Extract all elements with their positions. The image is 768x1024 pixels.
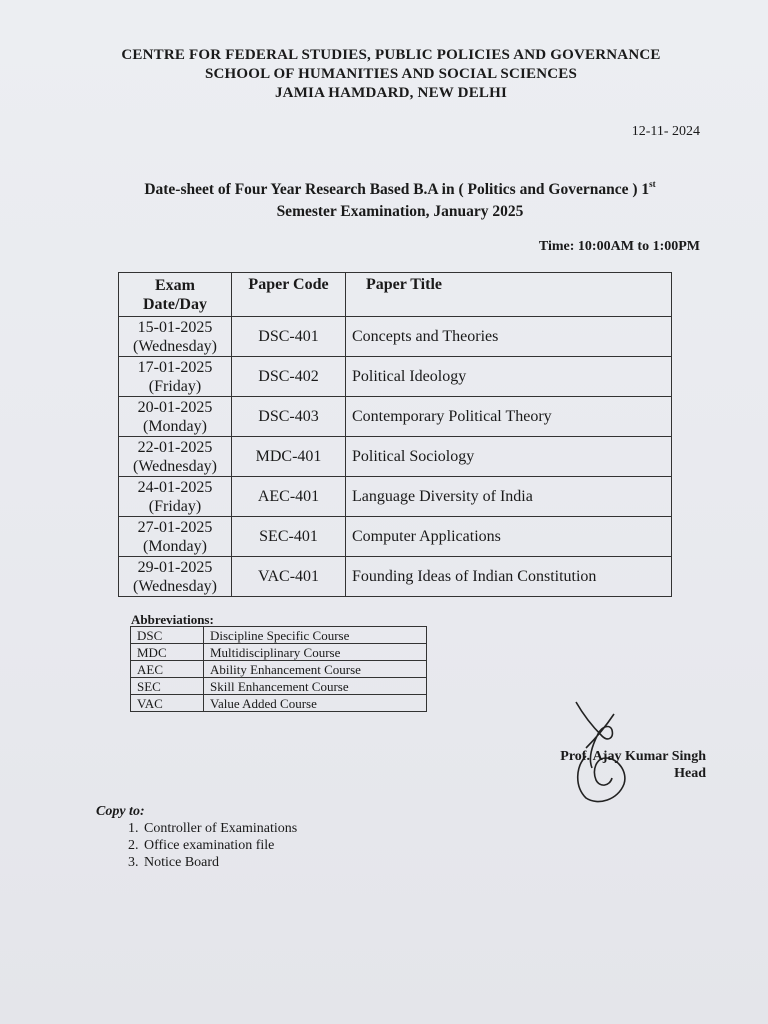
exam-date-cell	[119, 437, 232, 477]
table-header-row	[119, 273, 672, 317]
table-row	[119, 437, 672, 477]
abbreviation: DSC	[131, 627, 204, 644]
exam-day: (Monday)	[143, 537, 207, 555]
abbreviation-meaning: Value Added Course	[204, 695, 427, 712]
paper-title: Concepts and Theories	[346, 317, 672, 357]
signatory-name: Prof. Ajay Kumar Singh	[560, 749, 706, 764]
exam-day: (Friday)	[148, 497, 202, 515]
paper-title: Political Ideology	[346, 357, 672, 397]
copy-to-label: Copy to:	[96, 804, 145, 819]
title-line-1: Date-sheet of Four Year Research Based B.A in ( Politics and Governance ) 1	[144, 181, 650, 198]
exam-date: 24-01-2025	[137, 478, 213, 496]
exam-date-cell	[119, 517, 232, 557]
list-item: 1. Controller of Examinations	[142, 820, 297, 837]
paper-title: Political Sociology	[346, 437, 672, 477]
exam-day: (Wednesday)	[132, 457, 217, 475]
paper-code: DSC-403	[232, 397, 346, 437]
paper-code: SEC-401	[232, 517, 346, 557]
exam-date: 22-01-2025	[137, 438, 213, 456]
exam-date: 17-01-2025	[137, 358, 213, 376]
copy-to-section	[96, 803, 297, 871]
paper-title: Founding Ideas of Indian Constitution	[346, 557, 672, 597]
signatory-designation: Head	[674, 766, 706, 781]
abbreviation: SEC	[131, 678, 204, 695]
header-exam-date-line2: Date/Day	[143, 296, 207, 313]
exam-day: (Wednesday)	[132, 577, 217, 595]
exam-date-cell	[119, 357, 232, 397]
exam-day: (Monday)	[143, 417, 207, 435]
paper-code: VAC-401	[232, 557, 346, 597]
abbreviation-row	[131, 644, 427, 661]
document-title	[70, 173, 730, 223]
header-line-1: CENTRE FOR FEDERAL STUDIES, PUBLIC POLICIES AND GOVERNANCE	[121, 47, 661, 63]
exam-day: (Wednesday)	[132, 337, 217, 355]
abbreviation-row	[131, 661, 427, 678]
abbreviation-meaning: Multidisciplinary Course	[204, 644, 427, 661]
exam-date: 29-01-2025	[137, 558, 213, 576]
paper-title: Language Diversity of India	[346, 477, 672, 517]
signatory-block	[560, 748, 706, 782]
paper-code: DSC-401	[232, 317, 346, 357]
exam-date: 20-01-2025	[137, 398, 213, 416]
paper-title: Contemporary Political Theory	[346, 397, 672, 437]
table-row	[119, 517, 672, 557]
abbreviation-row	[131, 627, 427, 644]
abbreviation-meaning: Skill Enhancement Course	[204, 678, 427, 695]
list-item: 2. Office examination file	[142, 837, 297, 854]
exam-date: 27-01-2025	[137, 518, 213, 536]
title-line-2: Semester Examination, January 2025	[276, 203, 524, 220]
table-row	[119, 317, 672, 357]
abbreviation-row	[131, 695, 427, 712]
abbreviation: VAC	[131, 695, 204, 712]
paper-title: Computer Applications	[346, 517, 672, 557]
list-item: 3. Notice Board	[142, 854, 297, 871]
table-row	[119, 397, 672, 437]
header-line-3: JAMIA HAMDARD, NEW DELHI	[274, 85, 508, 101]
abbreviation: MDC	[131, 644, 204, 661]
abbreviation-row	[131, 678, 427, 695]
exam-schedule-table	[118, 272, 672, 597]
exam-date-cell	[119, 477, 232, 517]
institution-header	[0, 46, 768, 103]
abbreviations-label: Abbreviations:	[131, 612, 214, 627]
abbreviation-meaning: Ability Enhancement Course	[204, 661, 427, 678]
paper-code: AEC-401	[232, 477, 346, 517]
header-line-2: SCHOOL OF HUMANITIES AND SOCIAL SCIENCES	[204, 66, 578, 82]
exam-day: (Friday)	[148, 377, 202, 395]
exam-time: Time: 10:00AM to 1:00PM	[538, 239, 700, 254]
header-paper-title: Paper Title	[346, 273, 672, 317]
paper-code: MDC-401	[232, 437, 346, 477]
abbreviation: AEC	[131, 661, 204, 678]
header-exam-date	[119, 273, 232, 317]
table-row	[119, 557, 672, 597]
copy-to-list	[96, 820, 297, 871]
title-superscript: st	[649, 179, 656, 189]
issue-date: 12-11- 2024	[631, 124, 700, 139]
exam-date-cell	[119, 557, 232, 597]
abbreviation-meaning: Discipline Specific Course	[204, 627, 427, 644]
table-row	[119, 357, 672, 397]
paper-code: DSC-402	[232, 357, 346, 397]
header-exam-date-line1: Exam	[155, 277, 195, 294]
header-paper-code: Paper Code	[232, 273, 346, 317]
exam-date-cell	[119, 317, 232, 357]
abbreviations-table	[130, 626, 427, 712]
exam-date-cell	[119, 397, 232, 437]
exam-date: 15-01-2025	[137, 318, 213, 336]
table-row	[119, 477, 672, 517]
